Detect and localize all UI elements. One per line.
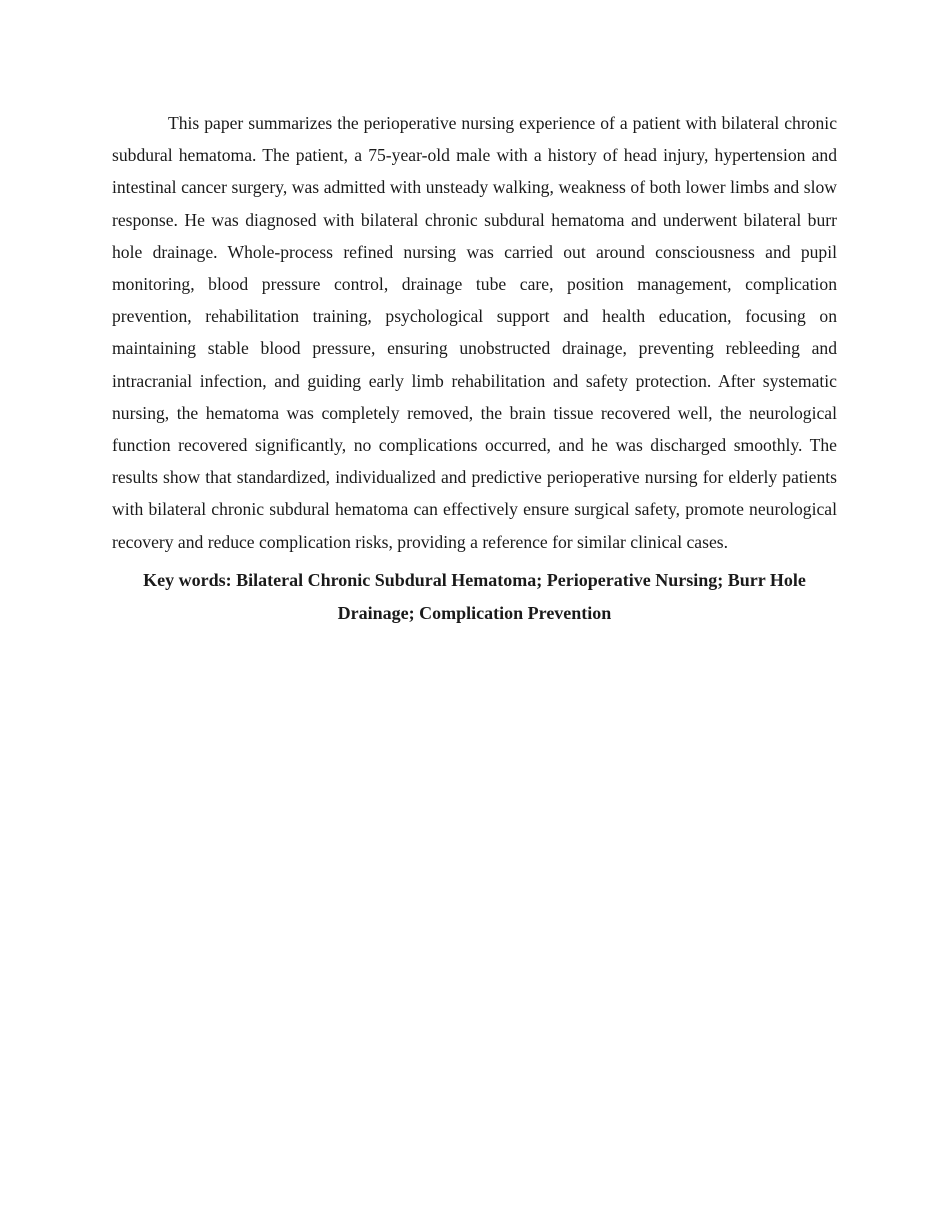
keywords-line <box>112 564 837 630</box>
keywords-label: Key words: <box>143 569 232 590</box>
abstract-paragraph: This paper summarizes the perioperative nursing experience of a patient with bilateral chronic subdural hematoma. The patient, a 75-year-old male with a history of head injury, hypertension and intestinal cancer surgery, was admitted with unsteady walking, weakness of both lower limbs and slow response. He was diagnosed with bilateral chronic subdural hematoma and underwent bilateral burr hole drainage. Whole-process refined nursing was carried out around consciousness and pupil monitoring, blood pressure control, drainage tube care, position management, complication prevention, rehabilitation training, psychological support and health education, focusing on maintaining stable blood pressure, ensuring unobstructed drainage, preventing rebleeding and intracranial infection, and guiding early limb rehabilitation and safety protection. After systematic nursing, the hematoma was completely removed, the brain tissue recovered well, the neurological function recovered significantly, no complications occurred, and he was discharged smoothly. The results show that standardized, individualized and predictive perioperative nursing for elderly patients with bilateral chronic subdural hematoma can effectively ensure surgical safety, promote neurological recovery and reduce complication risks, providing a reference for similar clinical cases. <box>112 113 837 552</box>
keywords-text: Bilateral Chronic Subdural Hematoma; Perioperative Nursing; Burr Hole Drainage; Complication Prevention <box>236 569 806 623</box>
abstract-section <box>112 107 837 630</box>
